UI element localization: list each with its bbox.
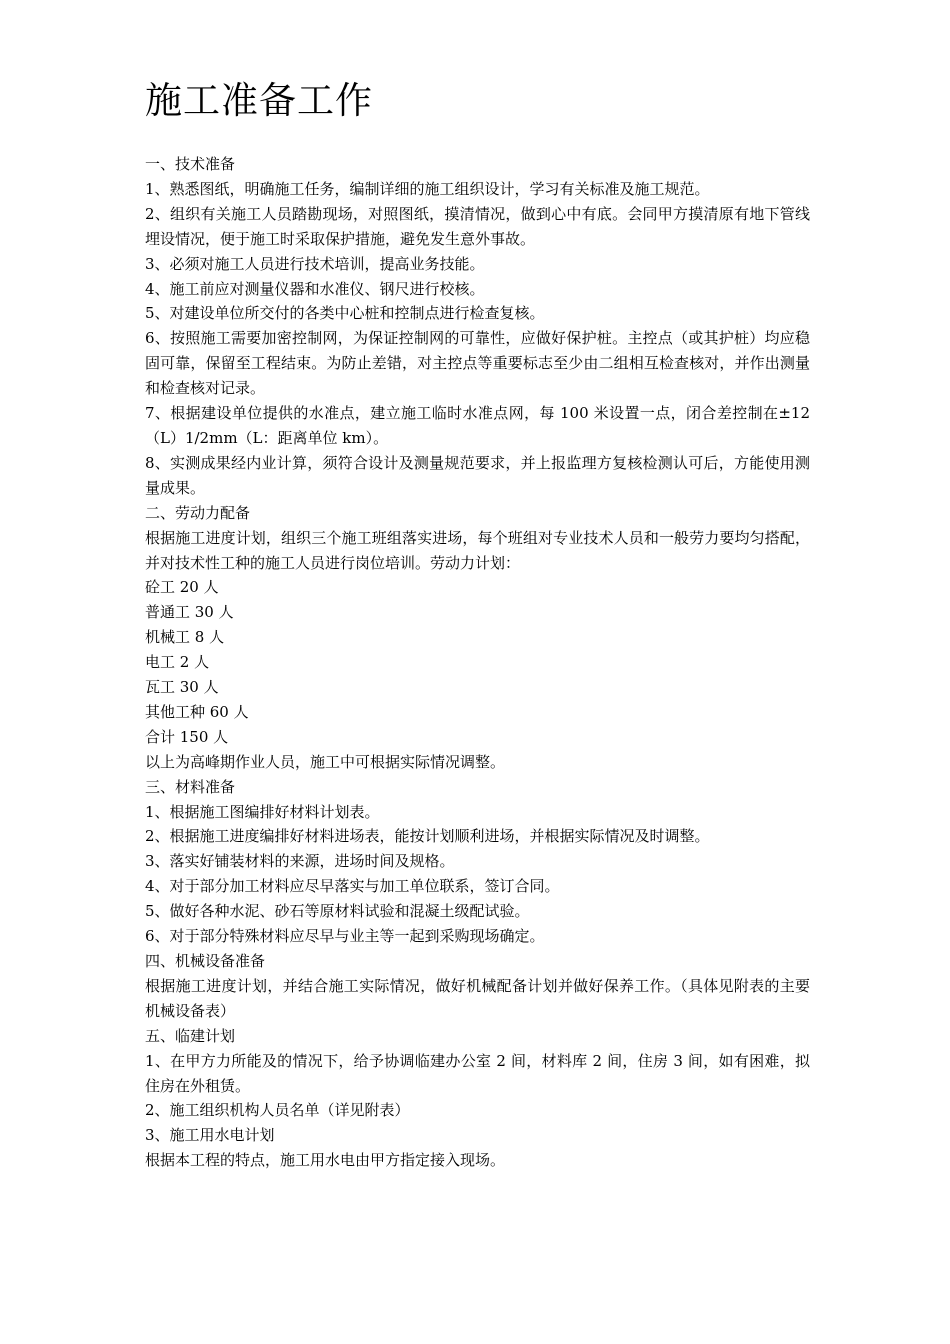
paragraph: 4、对于部分加工材料应尽早落实与加工单位联系，签订合同。 [145, 877, 560, 896]
paragraph: 1、在甲方力所能及的情况下，给予协调临建办公室 2 间，材料库 2 间，住房 3 间，如有困难，拟住房在外租赁。 [145, 1051, 810, 1095]
labor-item: 其他工种 60 人 [145, 702, 249, 721]
labor-item: 电工 2 人 [145, 653, 210, 672]
paragraph: 5、对建设单位所交付的各类中心桩和控制点进行检查复核。 [145, 304, 545, 323]
labor-item: 机械工 8 人 [145, 628, 225, 647]
paragraph: 3、必须对施工人员进行技术培训，提高业务技能。 [145, 254, 485, 273]
labor-item: 砼工 20 人 [145, 578, 219, 597]
paragraph: 3、落实好铺装材料的来源，进场时间及规格。 [145, 852, 455, 871]
paragraph: 6、按照施工需要加密控制网，为保证控制网的可靠性，应做好保护桩。主控点（或其护桩）均应稳固可靠，保留至工程结束。为防止差错，对主控点等重要标志至少由二组相互检查核对，并作出测量和检查核对记录。 [145, 329, 810, 398]
document-body [145, 152, 810, 1173]
paragraph: 8、实测成果经内业计算，须符合设计及测量规范要求，并上报监理方复核检测认可后，方能使用测量成果。 [145, 453, 810, 497]
section-heading: 二、劳动力配备 [145, 503, 251, 522]
paragraph: 3、施工用水电计划 [145, 1126, 275, 1145]
paragraph: 6、对于部分特殊材料应尽早与业主等一起到采购现场确定。 [145, 927, 545, 946]
paragraph: 根据施工进度计划，并结合施工实际情况，做好机械配备计划并做好保养工作。（具体见附表的主要机械设备表） [145, 976, 810, 1020]
paragraph: 以上为高峰期作业人员，施工中可根据实际情况调整。 [145, 752, 506, 771]
section-heading: 三、材料准备 [145, 777, 236, 796]
section-heading: 四、机械设备准备 [145, 952, 266, 970]
paragraph: 4、施工前应对测量仪器和水准仪、钢尺进行校核。 [145, 279, 485, 298]
paragraph: 2、施工组织机构人员名单（详见附表） [145, 1101, 410, 1120]
document-content [145, 78, 810, 1173]
labor-total: 合计 150 人 [145, 727, 229, 746]
paragraph: 根据本工程的特点，施工用水电由甲方指定接入现场。 [145, 1151, 506, 1170]
labor-item: 普通工 30 人 [145, 603, 234, 622]
paragraph: 1、根据施工图编排好材料计划表。 [145, 802, 380, 821]
document-title: 施工准备工作 [145, 79, 373, 122]
paragraph: 2、组织有关施工人员踏勘现场，对照图纸，摸清情况，做到心中有底。会同甲方摸清原有地下管线埋设情况，便于施工时采取保护措施，避免发生意外事故。 [145, 204, 810, 248]
paragraph: 1、熟悉图纸，明确施工任务，编制详细的施工组织设计，学习有关标准及施工规范。 [145, 179, 710, 198]
paragraph: 2、根据施工进度编排好材料进场表，能按计划顺利进场，并根据实际情况及时调整。 [145, 827, 710, 846]
labor-item: 瓦工 30 人 [145, 678, 219, 697]
paragraph: 5、做好各种水泥、砂石等原材料试验和混凝土级配试验。 [145, 902, 530, 921]
section-heading: 一、技术准备 [145, 155, 236, 173]
paragraph: 7、根据建设单位提供的水准点，建立施工临时水准点网，每 100 米设置一点，闭合差控制在±12（L）1/2mm（L：距离单位 km）。 [145, 404, 810, 447]
paragraph: 根据施工进度计划，组织三个施工班组落实进场，每个班组对专业技术人员和一般劳力要均匀搭配，并对技术性工种的施工人员进行岗位培训。劳动力计划： [145, 528, 810, 572]
section-heading: 五、临建计划 [145, 1026, 236, 1045]
